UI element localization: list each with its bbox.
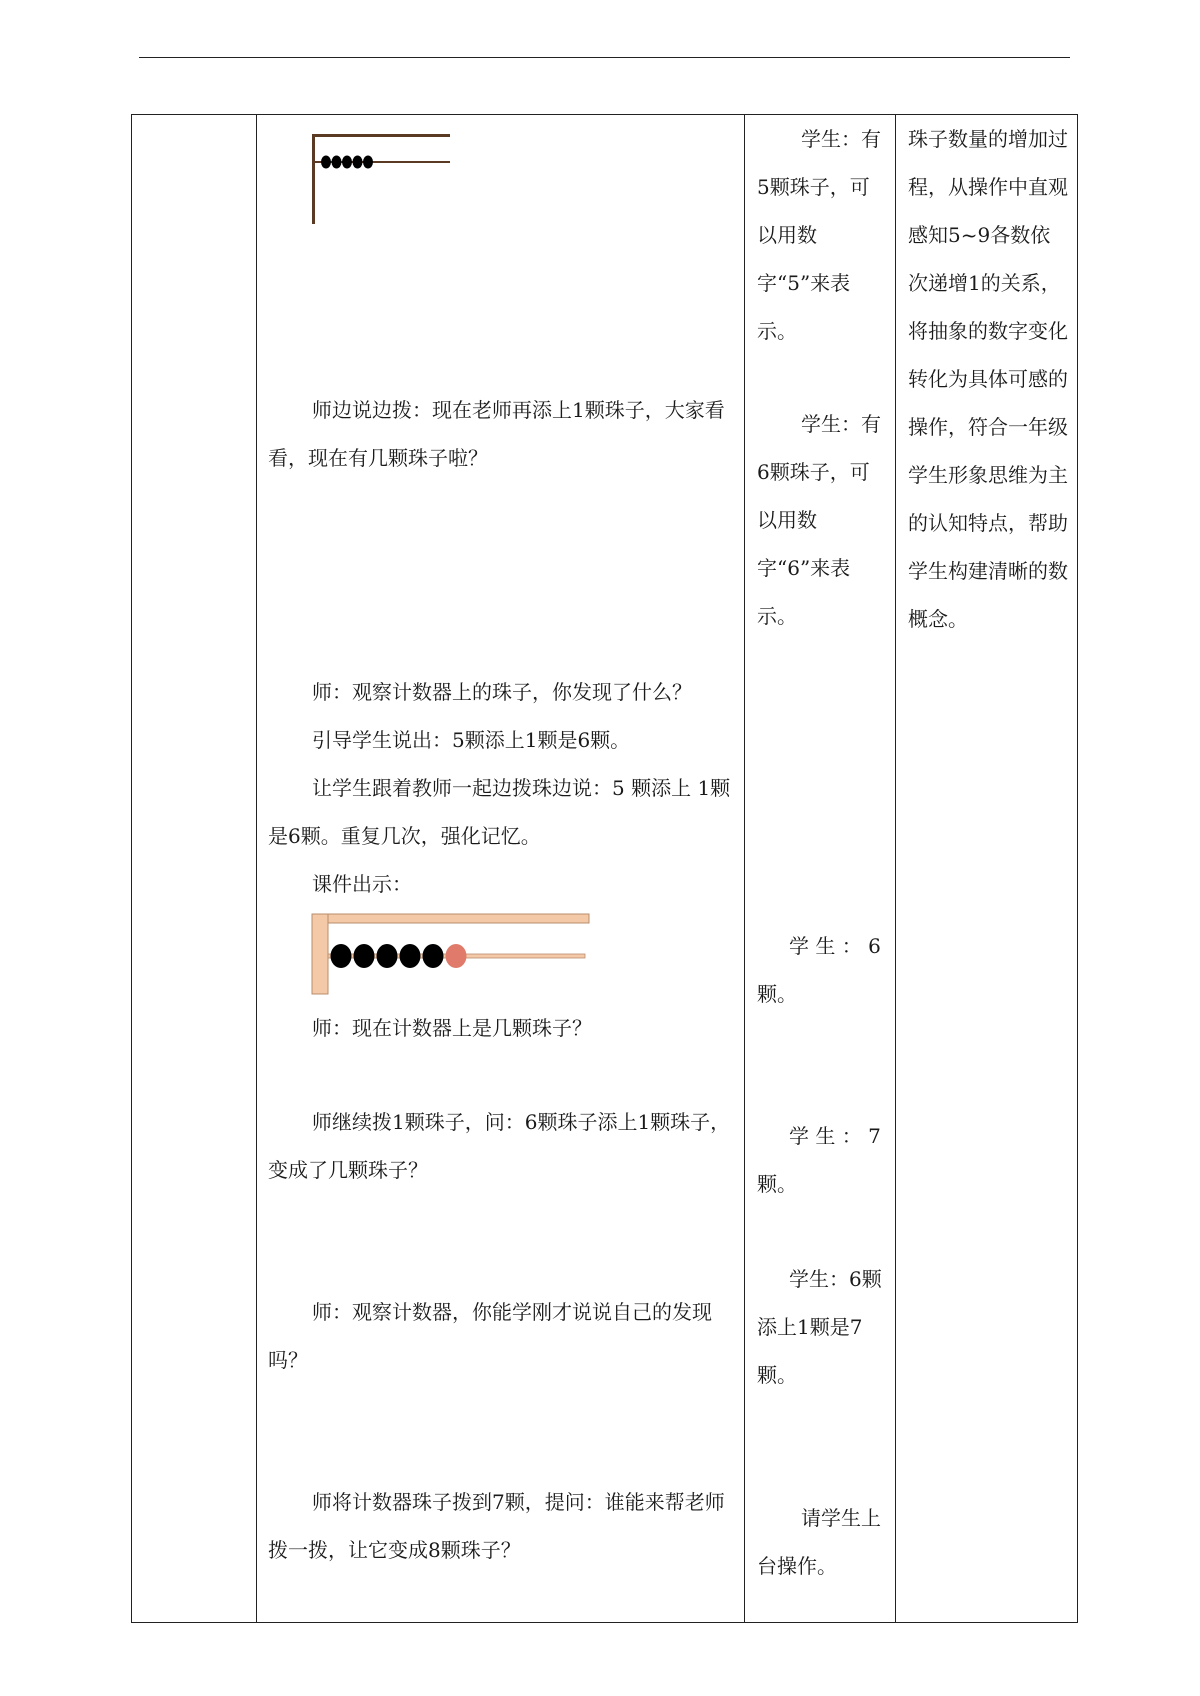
- abacus-courseware-post: [312, 914, 328, 994]
- student-answer-seven-short: [757, 1112, 887, 1208]
- student-answer-seven-short-text: 学 生 ： 7颗。: [757, 1124, 881, 1196]
- abacus-black-bead: [377, 944, 398, 968]
- abacus-top-post: [312, 134, 315, 224]
- teacher-ask-help-eight: 师将计数器珠子拨到7颗，提问：谁能来帮老师拨一拨，让它变成8颗珠子？: [268, 1490, 725, 1562]
- teacher-activity-share: [268, 1288, 732, 1384]
- teacher-continue-add: 师继续拨1颗珠子，问：6颗珠子添上1颗珠子，变成了几颗珠子？: [268, 1110, 731, 1182]
- teacher-activity-ask-count: [268, 1004, 732, 1052]
- abacus-courseware-top-bar: [312, 914, 589, 923]
- student-answer-six-short-text: 学 生 ： 6颗。: [757, 934, 881, 1006]
- student-invite-operate: [757, 1494, 887, 1590]
- teacher-activity-add-bead: [268, 386, 732, 482]
- abacus-red-bead: [446, 944, 467, 968]
- teacher-observe-counter: 师：观察计数器上的珠子，你发现了什么？: [312, 680, 692, 704]
- student-answer-six-plus-one: [757, 1255, 887, 1399]
- abacus-figure-courseware: [311, 912, 591, 998]
- student-answer-six-text: 学生：有6颗珠子，可以用数字“6”来表示。: [757, 412, 881, 628]
- column-divider-3: [895, 115, 896, 1622]
- abacus-top-bead: [332, 156, 342, 169]
- abacus-black-bead: [354, 944, 375, 968]
- column-divider-1: [256, 115, 257, 1622]
- teacher-guide-students: 引导学生说出：5颗添上1颗是6颗。: [312, 728, 631, 752]
- student-invite-operate-text: 请学生上台操作。: [757, 1506, 881, 1578]
- student-answer-six-plus-one-text: 学生：6颗添上1颗是7颗。: [757, 1267, 882, 1387]
- teacher-activity-observe: [268, 668, 732, 908]
- abacus-black-bead: [331, 944, 352, 968]
- student-answer-six: [757, 400, 887, 640]
- teacher-activity-help-eight: [268, 1478, 732, 1574]
- teacher-ask-count: 师：现在计数器上是几颗珠子？: [312, 1016, 592, 1040]
- student-answer-five-text: 学生：有5颗珠子，可以用数字“5”来表示。: [757, 127, 881, 343]
- teacher-activity-continue: [268, 1098, 732, 1194]
- design-intent: [908, 115, 1068, 643]
- courseware-label: 课件出示：: [312, 872, 412, 896]
- teacher-share-discovery: 师：观察计数器，你能学刚才说说自己的发现吗？: [268, 1300, 712, 1372]
- header-rule: [139, 57, 1070, 58]
- abacus-top-bead: [353, 156, 363, 169]
- abacus-top-bead: [342, 156, 352, 169]
- abacus-black-bead: [423, 944, 444, 968]
- abacus-figure-top: [308, 130, 454, 226]
- student-answer-five: [757, 115, 887, 355]
- abacus-top-beads: [321, 156, 373, 169]
- teacher-repeat-together: 让学生跟着教师一起边拨珠边说：5 颗添上 1颗是6颗。重复几次，强化记忆。: [268, 776, 731, 848]
- abacus-top-bead: [363, 156, 373, 169]
- column-divider-2: [744, 115, 745, 1622]
- abacus-black-bead: [400, 944, 421, 968]
- abacus-top-bead: [321, 156, 331, 169]
- design-intent-text: 珠子数量的增加过程，从操作中直观感知5~9各数依次递增1的关系，将抽象的数字变化转化为具体可感的操作，符合一年级学生形象思维为主的认知特点，帮助学生构建清晰的数概念。: [908, 127, 1068, 631]
- teacher-prompt-add-bead: 师边说边拨：现在老师再添上1颗珠子，大家看看，现在有几颗珠子啦？: [268, 398, 725, 470]
- abacus-top-bar: [312, 134, 450, 137]
- student-answer-six-short: [757, 922, 887, 1018]
